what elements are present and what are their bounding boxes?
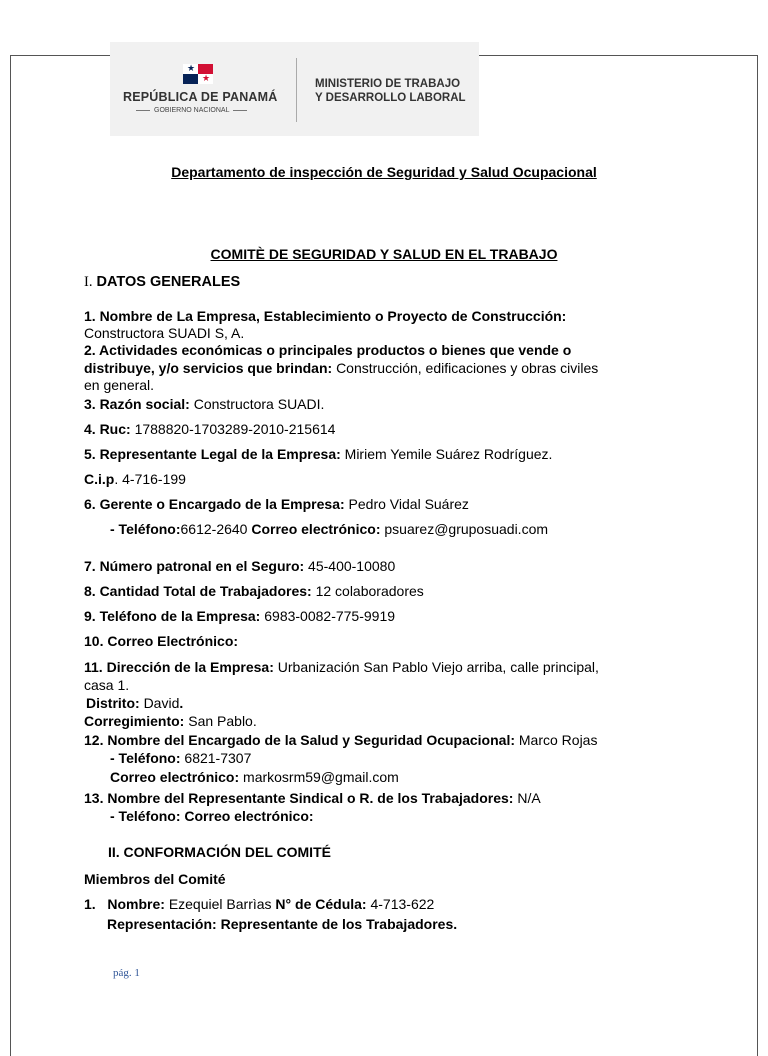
item-4: 4. Ruc: 1788820-1703289-2010-215614 bbox=[84, 421, 336, 437]
ministry-label: MINISTERIO DE TRABAJO Y DESARROLLO LABORAL bbox=[315, 78, 466, 104]
committee-title: COMITÈ DE SEGURIDAD Y SALUD EN EL TRABAJO bbox=[210, 246, 558, 262]
item-5: 5. Representante Legal de la Empresa: Miriem Yemile Suárez Rodríguez. bbox=[84, 446, 553, 462]
item-13-contact: - Teléfono: Correo electrónico: bbox=[110, 808, 314, 824]
department-title: Departamento de inspección de Seguridad y Salud Ocupacional bbox=[171, 164, 597, 180]
government-label: GOBIERNO NACIONAL bbox=[154, 107, 230, 114]
item-1-value: Constructora SUADI S, A. bbox=[84, 325, 245, 341]
item-10: 10. Correo Electrónico: bbox=[84, 633, 239, 649]
item-1-label: 1. Nombre de La Empresa, Establecimiento o Proyecto de Construcción: bbox=[84, 308, 567, 324]
republic-label: REPÚBLICA DE PANAMÁ bbox=[123, 90, 278, 104]
members-heading: Miembros del Comité bbox=[84, 871, 226, 887]
panama-flag-icon: ★ ★ bbox=[183, 64, 213, 84]
item-3: 3. Razón social: Constructora SUADI. bbox=[84, 396, 325, 412]
item-6-email: psuarez@gruposuadi.com bbox=[384, 521, 549, 537]
item-11: 11. Dirección de la Empresa: Urbanización San Pablo Viejo arriba, calle principal, bbox=[84, 659, 599, 675]
item-8: 8. Cantidad Total de Trabajadores: 12 colaboradores bbox=[84, 583, 424, 599]
item-6-contact: - Teléfono:6612-2640 Correo electrónico: psuarez@gruposuadi.com bbox=[110, 521, 549, 537]
logo-divider bbox=[296, 58, 297, 122]
item-11-value: casa 1. bbox=[84, 677, 130, 693]
item-12-phone: - Teléfono: 6821-7307 bbox=[110, 750, 252, 766]
item-9: 9. Teléfono de la Empresa: 6983-0082-775-9919 bbox=[84, 608, 396, 624]
member-1: 1. Nombre: Ezequiel Barrìas N° de Cédula: 4-713-622 bbox=[84, 896, 435, 912]
item-12-email: Correo electrónico: markosrm59@gmail.com bbox=[110, 769, 399, 785]
page-number: pág. 1 bbox=[113, 967, 140, 979]
item-6: 6. Gerente o Encargado de la Empresa: Pedro Vidal Suárez bbox=[84, 496, 469, 512]
distrito: Distrito: David. bbox=[86, 695, 184, 711]
item-2-value: en general. bbox=[84, 377, 155, 393]
item-2-label: 2. Actividades económicas o principales productos o bienes que vende o bbox=[84, 342, 572, 358]
ministry-header-logo bbox=[110, 42, 479, 136]
item-cip: C.i.p. 4-716-199 bbox=[84, 471, 186, 487]
section-2-heading: II. CONFORMACIÓN DEL COMITÉ bbox=[108, 844, 331, 860]
item-2-line2: distribuye, y/o servicios que brindan: Construcción, edificaciones y obras civiles bbox=[84, 360, 599, 376]
member-1-representation: Representación: Representante de los Trabajadores. bbox=[107, 916, 458, 932]
corregimiento: Corregimiento: San Pablo. bbox=[84, 713, 257, 729]
item-13: 13. Nombre del Representante Sindical o R. de los Trabajadores: N/A bbox=[84, 790, 541, 806]
item-12: 12. Nombre del Encargado de la Salud y Seguridad Ocupacional: Marco Rojas bbox=[84, 732, 598, 748]
section-1-heading: I. DATOS GENERALES bbox=[84, 274, 241, 290]
item-7: 7. Número patronal en el Seguro: 45-400-10080 bbox=[84, 558, 396, 574]
